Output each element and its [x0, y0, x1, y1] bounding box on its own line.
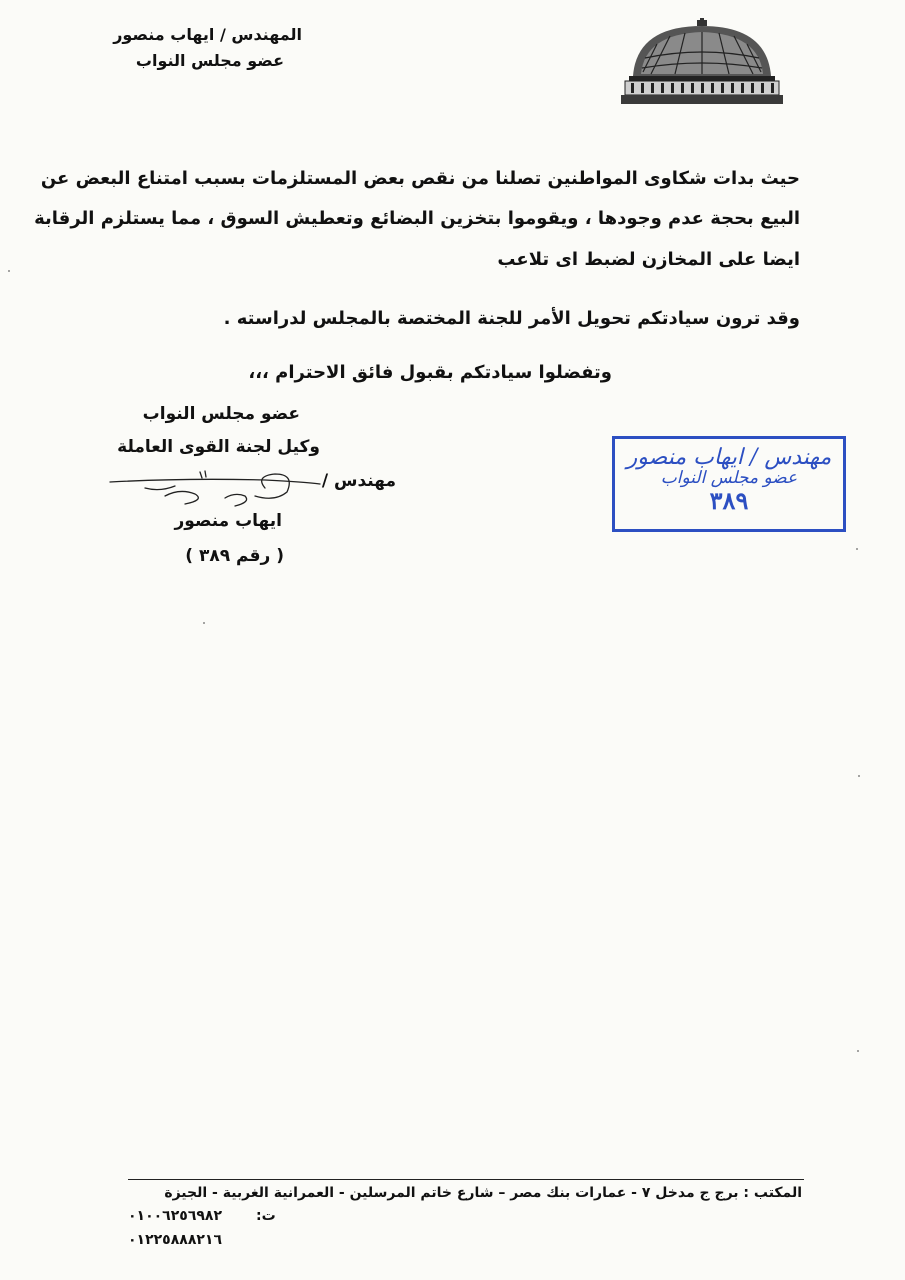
signature-committee: وكيل لجنة القوى العاملة: [117, 437, 320, 457]
scan-speck: [858, 775, 860, 777]
footer-phone-row: [128, 1208, 278, 1228]
footer-phone-1: ٠١٠٠٦٢٥٦٩٨٢: [128, 1208, 222, 1224]
scan-speck: [856, 548, 858, 550]
stamp-role: عضو مجلس النواب: [660, 468, 798, 488]
parliament-dome-icon: [615, 18, 790, 106]
stamp-number: ٣٨٩: [709, 486, 749, 515]
closing-line: وتفضلوا سيادتكم بقبول فائق الاحترام ،،،: [248, 362, 612, 383]
stamp-name: مهندس / ايهاب منصور: [626, 445, 832, 470]
signature-title: مهندس /: [321, 471, 396, 491]
body-line-4: وقد ترون سيادتكم تحويل الأمر للجنة المختصة بالمجلس لدراسته .: [223, 308, 800, 329]
signature-name: ايهاب منصور: [174, 511, 282, 531]
scan-speck: [857, 1050, 859, 1052]
header-subtitle: عضو مجلس النواب: [135, 51, 284, 70]
signature-role: عضو مجلس النواب: [142, 404, 300, 424]
body-line-2: البيع بحجة عدم وجودها ، ويقوموا بتخزين البضائع وتعطيش السوق ، مما يستلزم الرقابة: [34, 208, 800, 229]
scan-speck: [203, 622, 205, 624]
scan-speck: [8, 270, 10, 272]
footer-phone-2: ٠١٢٢٥٨٨٨٢١٦: [128, 1232, 222, 1248]
official-stamp: [612, 436, 846, 532]
handwritten-signature: [105, 466, 325, 516]
signature-number: ( رقم ٣٨٩ ): [185, 546, 284, 566]
body-line-1: حيث بدات شكاوى المواطنين تصلنا من نقص بعض المستلزمات بسبب امتناع البعض عن: [40, 168, 800, 189]
header-title: المهندس / ايهاب منصور: [113, 25, 302, 44]
footer-phone-label: ت:: [256, 1208, 276, 1224]
body-line-3: ايضا على المخازن لضبط اى تلاعب: [497, 249, 800, 270]
footer-address: المكتب : برج ج مدخل ٧ - عمارات بنك مصر – شارع خاتم المرسلين - العمرانية الغربية - الجيزة: [164, 1185, 802, 1201]
footer-divider: [128, 1179, 804, 1180]
